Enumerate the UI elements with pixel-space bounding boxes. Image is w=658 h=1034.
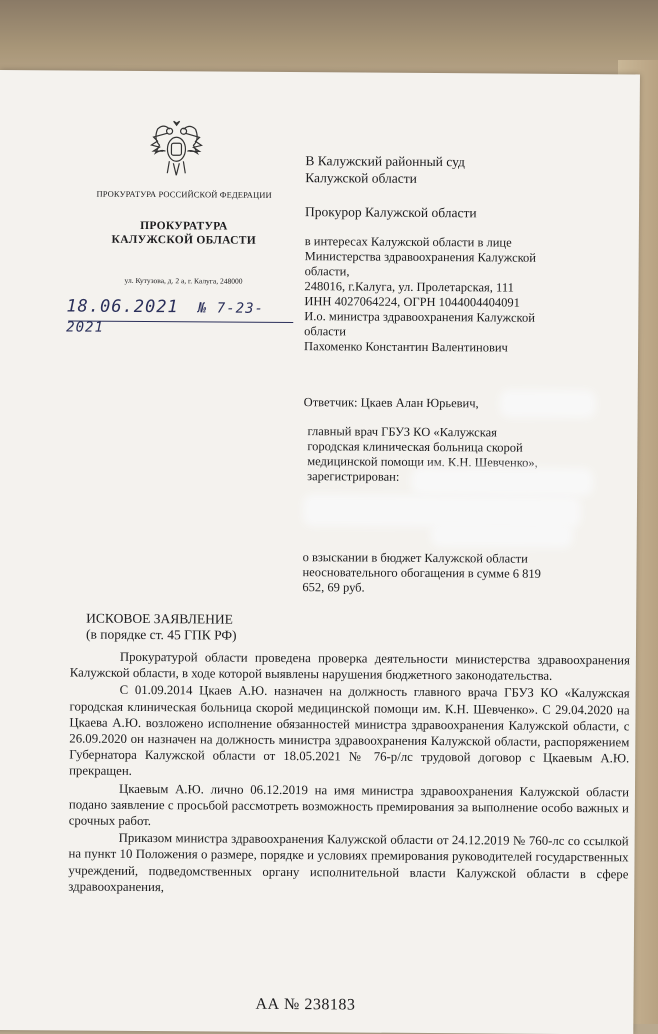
coat-of-arms-icon (149, 119, 203, 177)
document-title-block (86, 611, 237, 644)
court-addressee (305, 152, 605, 188)
interests-line: 248016, г.Калуга, ул. Пролетарская, 111 (304, 279, 514, 295)
claim-subject (302, 550, 602, 597)
org-address: ул. Кутузова, д. 2 а, г. Калуга, 248000 (124, 275, 243, 286)
defendant-line: главный врач ГБУЗ КО «Калужская (307, 424, 497, 440)
plaintiff-interests (304, 234, 605, 356)
org-header-small: ПРОКУРАТУРА РОССИЙСКОЙ ФЕДЕРАЦИИ (96, 188, 272, 200)
court-line: В Калужский районный суд (305, 153, 465, 170)
prosecutor-line: Прокурор Калужской области (304, 204, 477, 221)
document-body (68, 649, 630, 900)
body-paragraph: Приказом министра здравоохранения Калужской области от 24.12.2019 № 760-лс со ссылкой на пункт 10 Положения о размере, порядке и условиях премирования руководителей государственных учреждений, подведомственных органу исполнительной власти Калужской области в сфере здравоохранения, (68, 831, 629, 895)
handwritten-registration (66, 296, 296, 338)
body-paragraph: С 01.09.2014 Цкаев А.Ю. назначен на должность главного врача ГБУЗ КО «Калужская городская клиническая больница скорой медицинской помощи им. К.Н. Шевченко». С 29.04.2020 на Цкаева А.Ю. возложено исполнение обязанностей министра здравоохранения Калужской области, с 26.09.2020 он назначен на должность министра здравоохранения Калужской области, распоряжением Губернатора Калужской области от 18.05.2021 № 76-р/лс трудовой договор с Цкаевым А.Ю. прекращен. (69, 683, 630, 779)
subject-line: о взыскании в бюджет Калужской области (302, 550, 528, 566)
interests-line: ИНН 4027064224, ОГРН 1044004404091 (304, 294, 521, 310)
interests-line: области (304, 324, 347, 339)
document-page (0, 70, 640, 1034)
redacted-area (309, 500, 575, 522)
handwritten-date: 18.06.2021 (66, 296, 179, 318)
defendant-line: зарегистрирован: (307, 469, 400, 484)
document-subtitle: (в порядке ст. 45 ГПК РФ) (86, 626, 237, 643)
defendant-label: Ответчик: Цкаев Алан Юрьевич, (303, 395, 479, 411)
background-wall (0, 0, 658, 80)
body-paragraph: Прокуратурой области проведена проверка деятельности министерства здравоохранения Калужской области, в ходе которой выявлены нарушения бюджетного законодательства. (69, 649, 630, 684)
handwritten-number: № 7-23-2021 (66, 300, 265, 336)
interests-line: области, (304, 264, 350, 279)
interests-line: Пахоменко Константин Валентинович (304, 339, 508, 355)
org-name-line2: КАЛУЖСКОЙ ОБЛАСТИ (111, 233, 257, 247)
org-header-main (89, 219, 279, 248)
redacted-area (417, 473, 587, 490)
document-title: ИСКОВОЕ ЗАЯВЛЕНИЕ (86, 610, 233, 627)
court-line: Калужской области (305, 170, 417, 186)
interests-line: Министерства здравоохранения Калужской (304, 249, 537, 265)
body-paragraph: Цкаевым А.Ю. лично 06.12.2019 на имя министра здравоохранения Калужской области подано заявление с просьбой рассмотреть возможность премирования за выполнение особо важных и срочных работ. (68, 781, 630, 829)
subject-line: неосновательного обогащения в сумме 6 819 (302, 565, 541, 581)
org-name-line1: ПРОКУРАТУРА (140, 219, 228, 233)
subject-line: 652, 69 руб. (302, 580, 365, 595)
redacted-area (437, 527, 567, 542)
form-serial-number: АА № 238183 (255, 995, 356, 1014)
redacted-area (506, 396, 590, 413)
interests-line: И.о. министра здравоохранения Калужской (304, 309, 535, 325)
defendant-line: медицинской помощи им. К.Н. Шевченко», (307, 454, 538, 470)
defendant-line: городская клиническая больница скорой (307, 439, 523, 455)
interests-line: в интересах Калужской области в лице (304, 234, 512, 250)
